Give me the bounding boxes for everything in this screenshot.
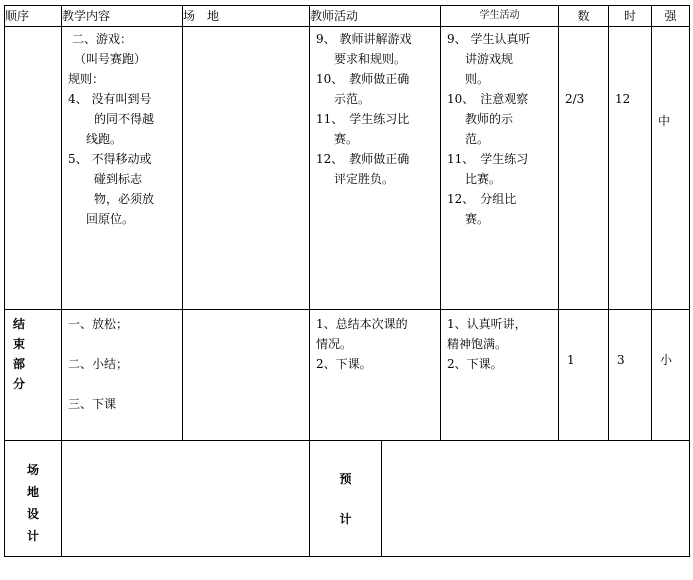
- teacher-line: 2、下课。: [316, 357, 372, 371]
- lesson-plan-table: [4, 5, 690, 557]
- header-teacher: 教师活动: [310, 6, 441, 27]
- end-venue-cell: [183, 310, 310, 441]
- end-label-char: 束: [13, 337, 26, 351]
- student-line: 12、 分组比: [447, 192, 517, 206]
- student-line: 比赛。: [465, 172, 502, 186]
- venue-label-char: 设: [26, 507, 39, 521]
- teacher-line: 12、 教师做正确: [316, 152, 410, 166]
- venue-design-row: [5, 441, 690, 557]
- content-line: 三、下课: [68, 397, 117, 411]
- header-student: 学生活动: [441, 6, 559, 27]
- content-line: 一、放松；: [68, 317, 129, 331]
- venue-design-label-cell: [5, 441, 62, 557]
- student-line: 精神饱满。: [447, 337, 508, 351]
- teacher-line: 9、 教师讲解游戏: [316, 32, 412, 46]
- content-line: （叫号赛跑）: [74, 52, 147, 66]
- content-line: 规则：: [68, 72, 105, 86]
- end-intensity-cell: [652, 310, 690, 441]
- student-line: 1、认真听讲，: [447, 317, 527, 331]
- end-time-cell: [609, 310, 652, 441]
- content-line: 线跑。: [86, 132, 123, 146]
- estimate-label-char: 预: [339, 472, 352, 486]
- main-content-cell: [62, 27, 183, 310]
- content-line: 的同不得越: [94, 112, 155, 126]
- student-line: 则。: [465, 72, 490, 86]
- header-count: 数: [559, 6, 609, 27]
- estimate-area: [310, 441, 690, 557]
- teacher-line: 要求和规则。: [334, 52, 407, 66]
- header-intensity: 强: [652, 6, 690, 27]
- main-teacher-cell: [310, 27, 441, 310]
- header-content: 教学内容: [62, 6, 183, 27]
- student-line: 11、 学生练习: [447, 152, 529, 166]
- content-line: 回原位。: [86, 212, 135, 226]
- content-line: 二、游戏：: [72, 32, 133, 46]
- teacher-line: 10、 教师做正确: [316, 72, 410, 86]
- venue-label-char: 地: [26, 485, 39, 499]
- estimate-label-char: 计: [339, 512, 352, 526]
- main-count-value: 2/3: [565, 92, 585, 106]
- content-line: 物，必须放: [94, 192, 155, 206]
- student-line: 教师的示: [465, 112, 514, 126]
- venue-design-area: [62, 441, 310, 557]
- end-teacher-cell: [310, 310, 441, 441]
- estimate-divider: [381, 441, 382, 556]
- header-time: 时: [609, 6, 652, 27]
- end-content-cell: [62, 310, 183, 441]
- content-line: 4、 没有叫到号: [68, 92, 152, 106]
- teacher-line: 11、 学生练习比: [316, 112, 410, 126]
- end-count-value: 1: [567, 353, 575, 367]
- end-time-value: 3: [617, 353, 625, 367]
- teacher-line: 赛。: [334, 132, 359, 146]
- student-line: 赛。: [465, 212, 490, 226]
- end-count-cell: [559, 310, 609, 441]
- main-time-value: 12: [615, 92, 631, 106]
- main-intensity-value: 中: [658, 114, 671, 128]
- header-order: 顺序: [5, 6, 62, 27]
- student-line: 讲游戏规: [465, 52, 514, 66]
- teacher-line: 1、总结本次课的: [316, 317, 408, 331]
- header-venue: 场 地: [183, 6, 310, 27]
- end-student-cell: [441, 310, 559, 441]
- student-line: 9、 学生认真听: [447, 32, 531, 46]
- teacher-line: 评定胜负。: [334, 172, 395, 186]
- end-label-char: 部: [13, 357, 26, 371]
- end-intensity-value: 小: [660, 353, 673, 367]
- end-label-char: 结: [13, 317, 26, 331]
- end-label-char: 分: [13, 377, 26, 391]
- student-line: 2、下课。: [447, 357, 503, 371]
- main-time-cell: [609, 27, 652, 310]
- content-line: 碰到标志: [94, 172, 143, 186]
- content-line: 二、小结；: [68, 357, 129, 371]
- content-line: 5、 不得移动或: [68, 152, 152, 166]
- main-section-row: [5, 27, 690, 310]
- main-venue-cell: [183, 27, 310, 310]
- teacher-line: 示范。: [334, 92, 371, 106]
- end-label-cell: [5, 310, 62, 441]
- student-line: 10、 注意观察: [447, 92, 529, 106]
- venue-label-char: 场: [26, 463, 39, 477]
- student-line: 范。: [465, 132, 490, 146]
- main-count-cell: [559, 27, 609, 310]
- header-row: [5, 6, 690, 27]
- venue-label-char: 计: [26, 529, 39, 543]
- main-student-cell: [441, 27, 559, 310]
- main-order-cell: [5, 27, 62, 310]
- teacher-line: 情况。: [316, 337, 353, 351]
- main-intensity-cell: [652, 27, 690, 310]
- end-section-row: [5, 310, 690, 441]
